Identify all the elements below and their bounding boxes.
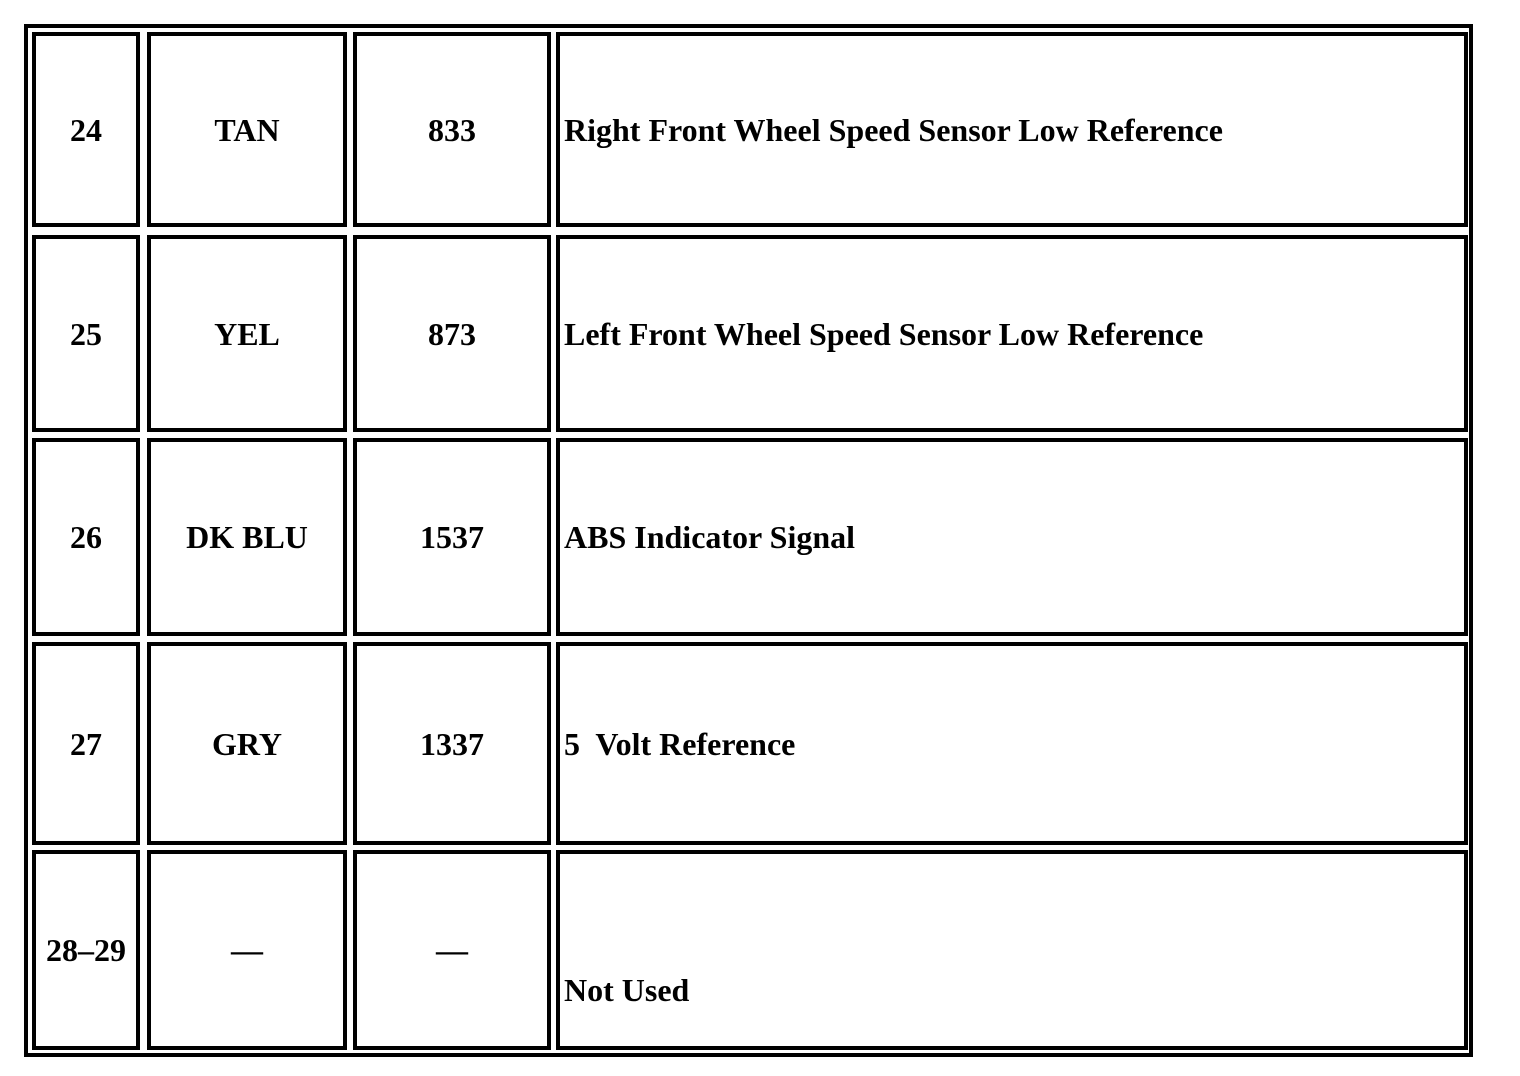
function-text: 5 Volt Reference [564, 725, 796, 762]
circuit-cell [353, 438, 551, 636]
circuit-number: — [436, 932, 468, 968]
pin-number: 27 [70, 725, 102, 762]
pin-number: 26 [70, 519, 102, 555]
wire-color: TAN [214, 111, 280, 148]
wire-color: — [231, 932, 263, 968]
function-text: Not Used [564, 972, 690, 1008]
wire-color-cell [147, 32, 347, 227]
function-cell [556, 32, 1468, 227]
wire-color-cell [147, 235, 347, 432]
wire-color: YEL [214, 315, 280, 352]
function-cell [556, 642, 1468, 845]
circuit-number: 833 [428, 111, 476, 148]
pin-cell [32, 642, 140, 845]
function-text: ABS Indicator Signal [564, 519, 856, 555]
function-cell [556, 235, 1468, 432]
wire-color: GRY [212, 725, 282, 762]
pin-cell [32, 438, 140, 636]
wire-color-cell [147, 850, 347, 1050]
circuit-cell [353, 235, 551, 432]
wire-color-cell [147, 642, 347, 845]
circuit-number: 1537 [420, 519, 484, 555]
function-cell [556, 850, 1468, 1050]
circuit-cell [353, 850, 551, 1050]
wire-color: DK BLU [186, 519, 308, 555]
circuit-number: 1337 [420, 725, 484, 762]
pin-number: 24 [70, 111, 102, 148]
function-text: Right Front Wheel Speed Sensor Low Reference [564, 111, 1223, 148]
wire-color-cell [147, 438, 347, 636]
pin-cell [32, 32, 140, 227]
circuit-cell [353, 642, 551, 845]
connector-pinout-table [24, 24, 1473, 1057]
function-cell [556, 438, 1468, 636]
pin-number: 25 [70, 315, 102, 352]
pin-number: 28–29 [46, 932, 126, 968]
pin-cell [32, 235, 140, 432]
circuit-cell [353, 32, 551, 227]
function-text: Left Front Wheel Speed Sensor Low Reference [564, 315, 1204, 352]
pin-cell [32, 850, 140, 1050]
circuit-number: 873 [428, 315, 476, 352]
